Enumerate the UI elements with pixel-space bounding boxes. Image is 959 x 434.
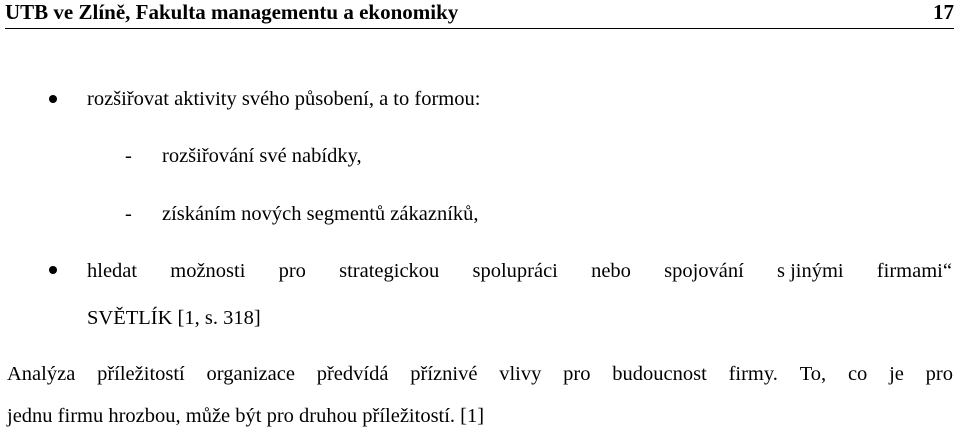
word: pro bbox=[563, 363, 591, 385]
word: To, bbox=[799, 363, 827, 385]
paragraph-line-2: jednu firmu hrozbou, může být pro druhou příležitostí. [1] bbox=[7, 405, 485, 427]
bullet-icon bbox=[49, 95, 57, 103]
word: firmy. bbox=[728, 363, 778, 385]
word: strategickou bbox=[339, 260, 440, 282]
dash-marker: - bbox=[125, 203, 132, 225]
word: pro bbox=[278, 260, 306, 282]
dash-marker: - bbox=[125, 145, 132, 167]
page-number: 17 bbox=[933, 0, 954, 24]
header-title: UTB ve Zlíně, Fakulta managementu a ekonomiky bbox=[5, 0, 459, 24]
word: spojování bbox=[664, 260, 744, 282]
sub-item-1: rozšiřování své nabídky, bbox=[162, 145, 362, 167]
word: s jinými bbox=[776, 260, 844, 282]
word: možnosti bbox=[170, 260, 246, 282]
word: organizace bbox=[206, 363, 295, 385]
word: příležitostí bbox=[97, 363, 185, 385]
bullet-icon bbox=[49, 266, 57, 274]
list-item-2 bbox=[87, 259, 952, 283]
word: pro bbox=[925, 363, 953, 385]
page-header bbox=[5, 0, 954, 29]
word: firmami“ bbox=[876, 260, 952, 282]
word: je bbox=[889, 363, 904, 385]
word: hledat bbox=[87, 260, 138, 282]
list-item-2-continuation: SVĚTLÍK [1, s. 318] bbox=[87, 307, 261, 329]
word: Analýza bbox=[7, 363, 76, 385]
word: předvídá bbox=[316, 363, 389, 385]
word: co bbox=[847, 363, 868, 385]
word: budoucnost bbox=[612, 363, 707, 385]
word: vlivy bbox=[499, 363, 542, 385]
word: příznivé bbox=[410, 363, 478, 385]
list-item-1: rozšiřovat aktivity svého působení, a to formou: bbox=[87, 88, 481, 110]
word: nebo bbox=[591, 260, 631, 282]
sub-item-2: získáním nových segmentů zákazníků, bbox=[162, 203, 479, 225]
paragraph-line-1 bbox=[7, 362, 953, 386]
word: spolupráci bbox=[472, 260, 558, 282]
